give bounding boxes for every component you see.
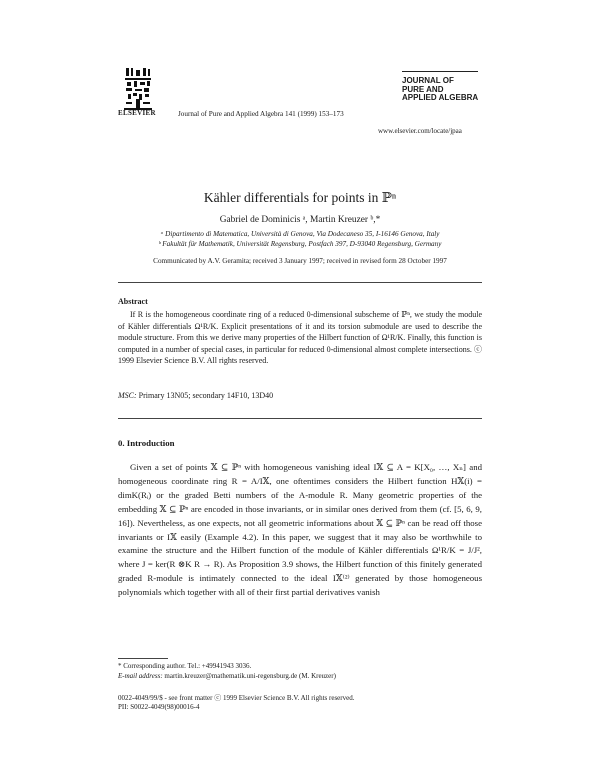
footnote-corresponding: * Corresponding author. Tel.: +49941943 3036. [118, 662, 252, 670]
journal-url[interactable]: www.elsevier.com/locate/jpaa [378, 127, 462, 135]
msc-text: Primary 13N05; secondary 14F10, 13D40 [138, 391, 274, 400]
msc-label: MSC: [118, 391, 137, 400]
front-matter-line: 0022-4049/99/$ - see front matter ⓒ 1999 Elsevier Science B.V. All rights reserved. [118, 694, 355, 702]
journal-title-line-2: PURE AND [402, 84, 444, 94]
pii-line: PII: S0022-4049(98)00016-4 [118, 703, 200, 711]
section-heading-introduction: 0. Introduction [118, 438, 175, 448]
footnote-rule [118, 658, 168, 659]
journal-title [402, 77, 478, 103]
abstract-bottom-rule [118, 418, 482, 419]
communicated-line: Communicated by A.V. Geramita; received 3 January 1997; received in revised form 28 October 1997 [153, 257, 447, 265]
abstract-text: If R is the homogeneous coordinate ring of a reduced 0-dimensional subscheme of ℙⁿ, we study the module of Kähler differentials Ω¹R/K. Explicit presentations of it and its torsion submodule are used to describe the module structure. From this we derive many properties of the Hilbert function of Ω¹R/K. Finally, this function is computed in a number of special cases, in particular for reduced 0-dimensional almost complete intersections. ⓒ 1999 Elsevier Science B.V. All rights reserved. [118, 310, 482, 366]
affiliation-a: ᵃ Dipartimento di Matematica, Università di Genova, Via Dodecaneso 35, I-16146 Genova, Italy [160, 230, 440, 238]
paper-title: Kähler differentials for points in ℙⁿ [203, 190, 397, 205]
journal-title-rule [402, 71, 478, 72]
paper-authors: Gabriel de Dominicis ᵃ, Martin Kreuzer ᵇ,* [219, 215, 381, 225]
affiliation-b: ᵇ Fakultät für Mathematik, Universität Regensburg, Postfach 397, D-93040 Regensburg, Germany [158, 240, 442, 248]
introduction-text: Given a set of points 𝕏 ⊆ ℙⁿ with homogeneous vanishing ideal I𝕏 ⊆ A = K[X₀, …, Xₙ] and homogeneous coordinate ring R = A/I𝕏, one oftentimes considers the Hilbert function H𝕏(i) = dimK(Rᵢ) or the graded Betti numbers of the A-module R. Many geometric properties of the embedding 𝕏 ⊆ ℙⁿ are encoded in those invariants, or in similar ones derived from them (cf. [5, 6, 9, 16]). Nevertheless, as one expects, not all geometric informations about 𝕏 ⊆ ℙⁿ can be read off those invariants or I𝕏 easily (Example 4.2). In this paper, we suggest that it may also be worthwhile to examine the structure and the Hilbert function of the module of Kähler differentials Ω¹R/K = J/J², where J = ker(R ⊗K R → R). As Proposition 3.9 shows, the Hilbert function of this finitely generated graded R-module is intimately connected to the ideal I𝕏⁽²⁾ generated by those homogeneous polynomials which together with all of their first partial derivatives vanish [118, 462, 482, 598]
email-address[interactable]: martin.kreuzer@mathematik.uni-regensburg.de (M. Kreuzer) [164, 672, 336, 680]
abstract-top-rule [118, 282, 482, 283]
journal-title-line-3: APPLIED ALGEBRA [402, 93, 479, 103]
publisher-logo-text: ELSEVIER [118, 109, 156, 117]
msc-line [118, 391, 273, 400]
publisher-logo-icon [122, 66, 154, 112]
email-label: E-mail address: [118, 672, 163, 680]
journal-title-line-1: JOURNAL OF [402, 76, 454, 85]
journal-citation: Journal of Pure and Applied Algebra 141 (1999) 153–173 [178, 110, 344, 118]
abstract-heading: Abstract [118, 297, 148, 306]
footnote-email [118, 672, 336, 680]
